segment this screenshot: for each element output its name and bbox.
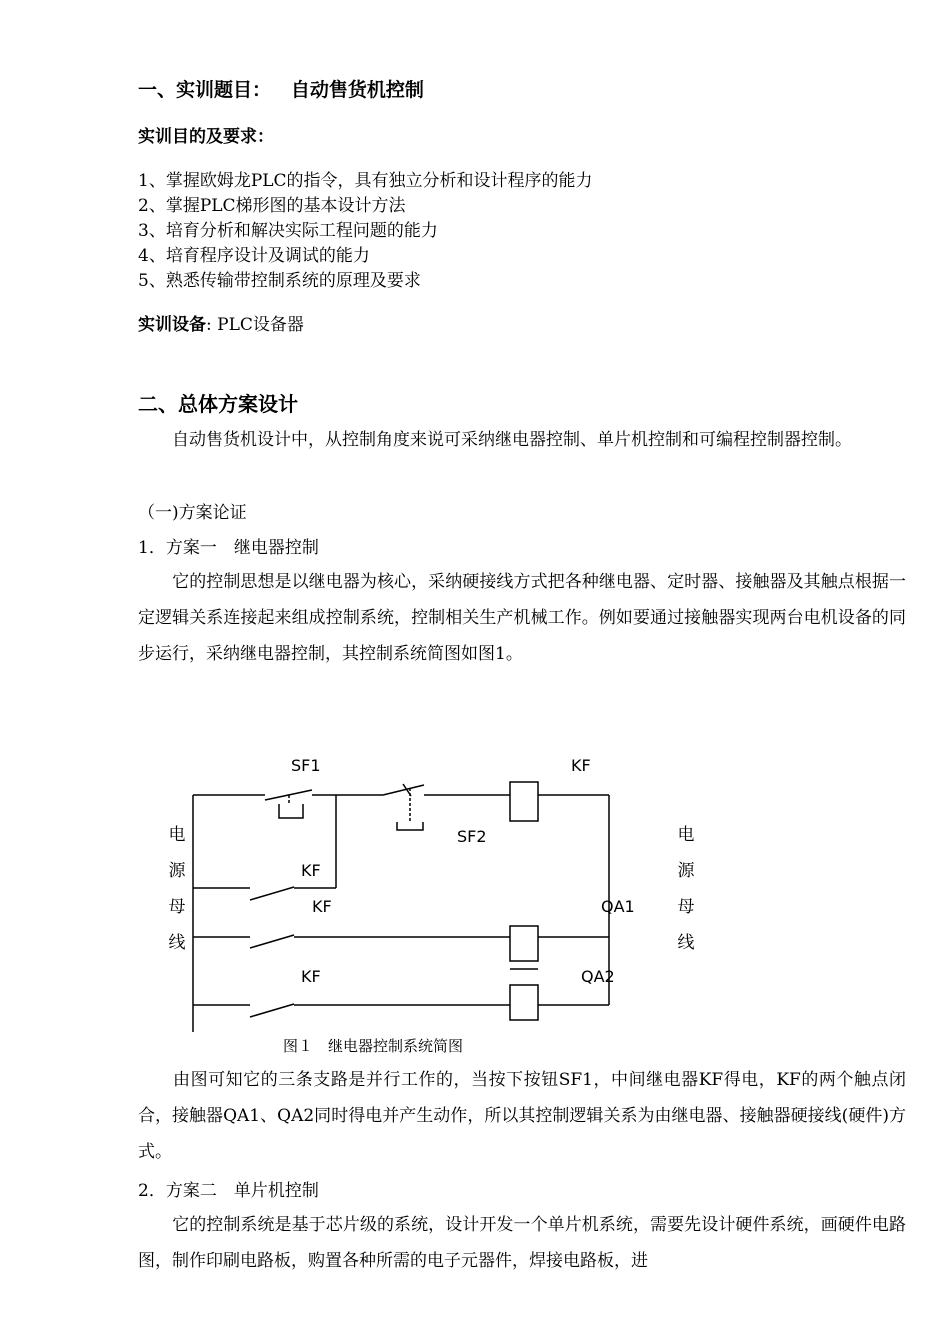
label-qa1: QA1: [601, 897, 635, 916]
aim-item-5: 5、熟悉传输带控制系统的原理及要求: [138, 271, 421, 291]
aim-item-3: 3、培育分析和解决实际工程问题的能力: [138, 221, 438, 241]
kf-hold-contact: [250, 887, 294, 900]
section2-title: 二、总体方案设计: [138, 392, 298, 416]
qa1-coil: [510, 926, 538, 961]
equipment-value: : PLC设备器: [206, 315, 304, 335]
plan2-paragraph: 它的控制系统是基于芯片级的系统，设计开发一个单片机系统，需要先设计硬件系统，画硬件电路图，制作印刷电路板，购置各种所需的电子元器件，焊接电路板，进: [138, 1215, 906, 1271]
label-kf-coil: KF: [571, 756, 591, 775]
label-kf-qa1: KF: [312, 897, 332, 916]
label-sf1: SF1: [291, 756, 321, 775]
section1-title-value: 自动售货机控制: [290, 79, 424, 101]
plan1-heading: 1．方案一 继电器控制: [138, 538, 319, 558]
kf-contact-qa2: [250, 1004, 294, 1017]
aims-heading: 实训目的及要求：: [138, 127, 274, 147]
right-bus-char-2: 源: [677, 861, 695, 881]
equipment-label: 实训设备: [138, 315, 206, 335]
left-bus-char-1: 电: [168, 825, 186, 845]
left-bus-char-3: 母: [168, 897, 186, 917]
aim-item-1: 1、掌握欧姆龙PLC的指令，具有独立分析和设计程序的能力: [138, 171, 593, 191]
plan1-paragraph: 它的控制思想是以继电器为核心，采纳硬接线方式把各种继电器、定时器、接触器及其触点根据一定逻辑关系连接起来组成控制系统，控制相关生产机械工作。例如要通过接触器实现两台电机设备的同步运行，采纳继电器控制，其控制系统简图如图1。: [138, 572, 906, 664]
label-kf-qa2: KF: [301, 967, 321, 986]
left-bus-char-4: 线: [168, 933, 186, 953]
figure-caption: 图１ 继电器控制系统简图: [283, 1037, 464, 1055]
right-bus-char-1: 电: [677, 825, 695, 845]
plan2-heading: 2．方案二 单片机控制: [138, 1181, 319, 1201]
sf2-button-cap: [397, 822, 423, 830]
right-bus-char-4: 线: [677, 933, 695, 953]
sf2-contact: [383, 785, 424, 795]
aim-item-2: 2、掌握PLC梯形图的基本设计方法: [138, 196, 406, 216]
qa2-coil: [510, 985, 538, 1020]
analysis-paragraph: 由图可知它的三条支路是并行工作的，当按下按钮SF1，中间继电器KF得电，KF的两个触点闭合，接触器QA1、QA2同时得电并产生动作，所以其控制逻辑关系为由继电器、接触器硬接线(硬件)方式。: [138, 1070, 906, 1162]
sf1-button-cap: [279, 804, 303, 818]
label-qa2: QA2: [581, 967, 615, 986]
aim-item-4: 4、培育程序设计及调试的能力: [138, 246, 370, 266]
kf-contact-qa1: [250, 935, 294, 948]
label-sf2: SF2: [457, 827, 487, 846]
right-bus-char-3: 母: [677, 897, 695, 917]
section1-title: 一、实训题目：: [138, 79, 272, 101]
intro-paragraph: 自动售货机设计中，从控制角度来说可采纳继电器控制、单片机控制和可编程控制器控制。: [138, 430, 852, 450]
label-kf-hold: KF: [301, 861, 321, 880]
kf-coil: [510, 782, 538, 821]
left-bus-char-2: 源: [168, 861, 186, 881]
sub-heading: （一)方案论证: [138, 503, 247, 523]
